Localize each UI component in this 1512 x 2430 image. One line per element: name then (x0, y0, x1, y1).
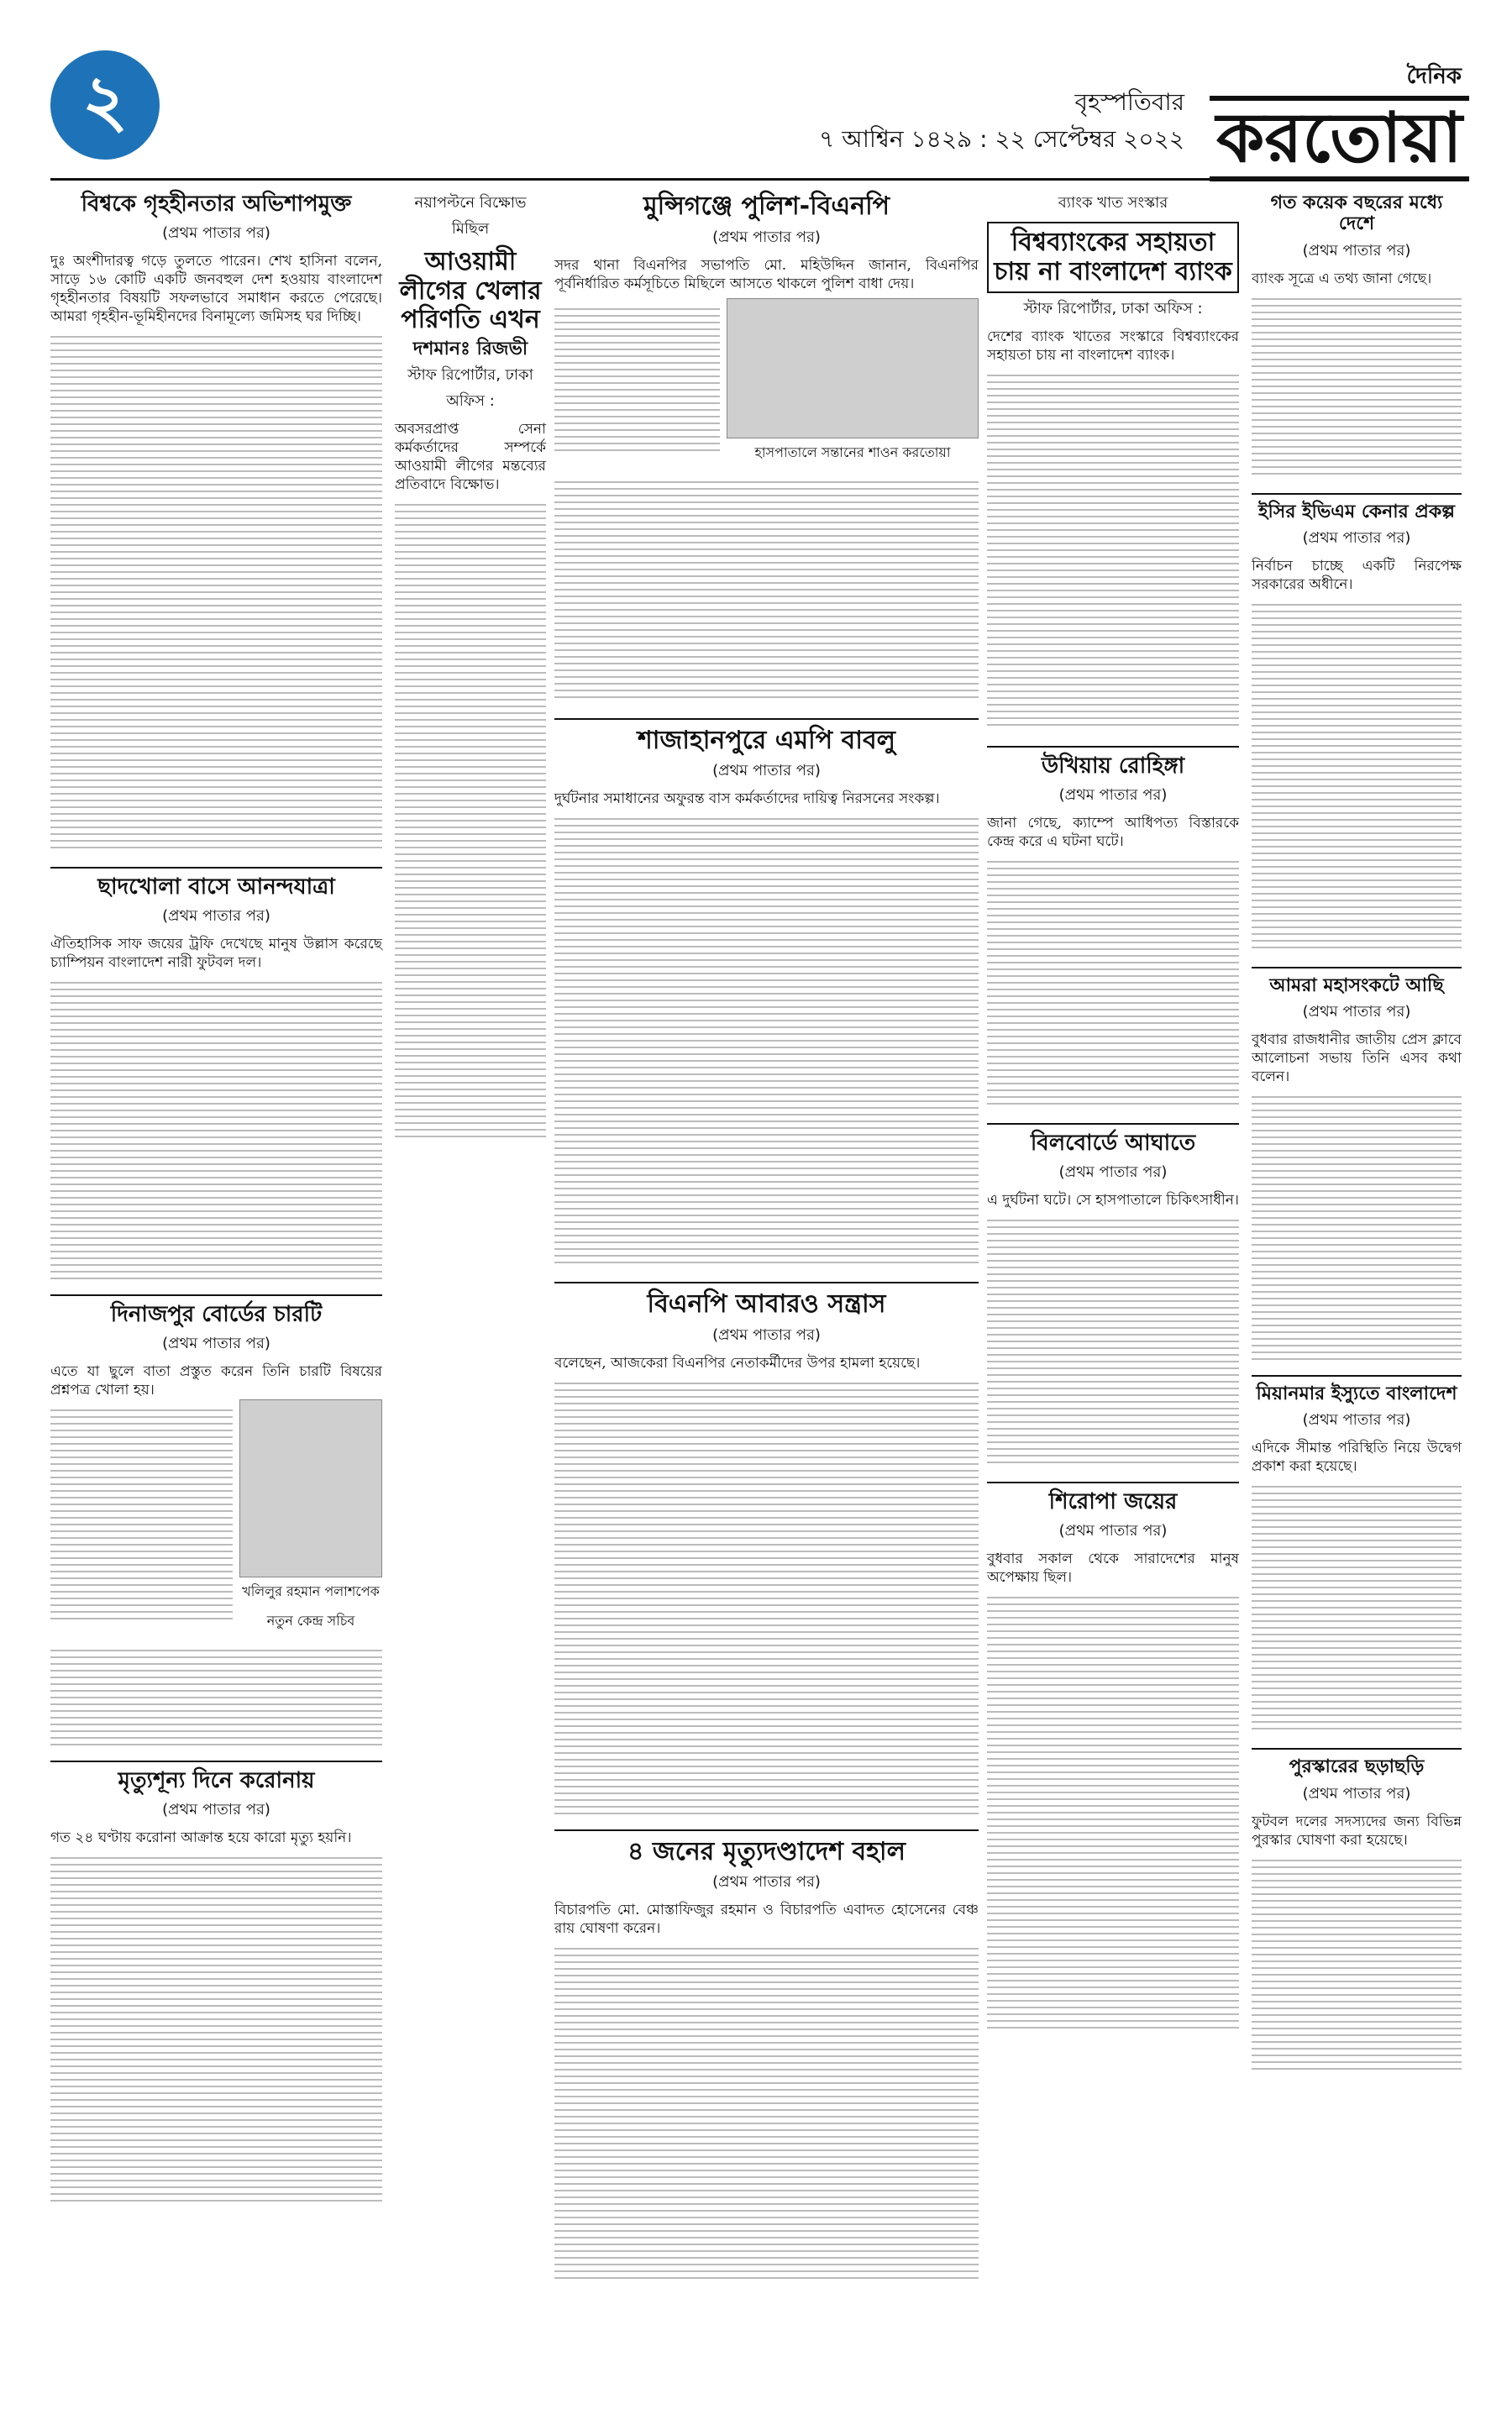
story-c3-c (554, 1290, 979, 1814)
divider (554, 1282, 979, 1283)
headline: ইসির ইভিএম কেনার প্রকল্প (1258, 501, 1455, 522)
story-c1-a (50, 192, 382, 852)
headline: বিলবোর্ডে আঘাতে (1030, 1130, 1196, 1156)
body-text: দুঃ অংশীদারত্ব গড়ে তুলতে পারেন। শেখ হাসিনা বলেন, সাড়ে ১৬ কোটি একটি জনবহুল দেশ হওয়ায় বাংলাদেশ গৃহহীনতার বিষয়টি সফলভাবে সমাধান করতে পেরেছে। আমরা গৃহহীন-ভূমিহীনদের বিনামূল্যে জমিসহ ঘর দিচ্ছি। (50, 252, 382, 325)
divider (987, 1482, 1239, 1483)
body-continuation (1252, 293, 1462, 478)
story-c5-a (1252, 192, 1462, 478)
body-text: দুর্ঘটনার সমাধানের অফুরন্ত বাস কর্মকর্তাদের দায়িত্ব নিরসনের সংকল্প। (554, 790, 940, 807)
body-continuation (50, 1404, 233, 1623)
headline: দিনাজপুর বোর্ডের চারটি (110, 1301, 323, 1327)
divider (1252, 1748, 1462, 1750)
body-text: সদর থানা বিএনপির সভাপতি মো. মহিউদ্দিন জানান, বিএনপির পূর্বনির্ধারিত কর্মসূচিতে মিছিলে আসতে থাকলে পুলিশ বাধা দেয়। (554, 256, 979, 292)
body-text: বুধবার রাজধানীর জাতীয় প্রেস ক্লাবে আলোচনা সভায় তিনি এসব কথা বলেন। (1252, 1031, 1462, 1086)
headline: ছাদখোলা বাসে আনন্দযাত্রা (97, 874, 335, 900)
body-continuation (50, 1645, 382, 1745)
news-photo (727, 298, 979, 471)
sub-headline: দশমানঃ রিজভী (412, 338, 528, 360)
body-text: বলেছেন, আজকেরা বিএনপির নেতাকর্মীদের উপর হামলা হয়েছে। (554, 1354, 921, 1372)
divider (50, 867, 382, 869)
photo-caption: হাসপাতালে সন্তানের শাওন করতোয়া (754, 443, 951, 460)
kicker: (প্রথম পাতার পর) (1058, 1521, 1168, 1540)
headline: উখিয়ায় রোহিঙ্গা (1041, 753, 1185, 779)
photo-block (50, 1399, 382, 1640)
headline: শিরোপা জয়ের (1048, 1488, 1178, 1514)
kicker: (প্রথম পাতার পর) (712, 1873, 821, 1891)
body-continuation (554, 476, 979, 703)
story-c5-c (1252, 975, 1462, 1360)
kicker: (প্রথম পাতার পর) (1302, 1784, 1411, 1803)
headline: আমরা মহাসংকটে আছি (1269, 974, 1444, 996)
kicker: (প্রথম পাতার পর) (1302, 1003, 1411, 1021)
body-continuation (395, 499, 546, 1137)
kicker: (প্রথম পাতার পর) (712, 1325, 821, 1344)
portrait-caption-name: খলিলুর রহমান পলাশপেক (242, 1582, 380, 1599)
story-c1-b (50, 875, 382, 1279)
story-c5-e (1252, 1756, 1462, 2072)
body-text: অবসরপ্রাপ্ত সেনা কর্মকর্তাদের সম্পর্কে আওয়ামী লীগের মন্তব্যের প্রতিবাদে বিক্ষোভ। (395, 420, 546, 493)
body-continuation (50, 977, 382, 1279)
body-text: নির্বাচন চাচ্ছে একটি নিরপেক্ষ সরকারের অধীনে। (1252, 557, 1462, 593)
kicker: (প্রথম পাতার পর) (712, 762, 821, 779)
body-continuation (987, 1592, 1239, 2028)
headline: আওয়ামী লীগের খেলার পরিণতি এখন (399, 247, 542, 334)
body-continuation (50, 1852, 382, 2205)
headline: পুরস্কারের ছড়াছড়ি (1289, 1756, 1425, 1778)
story-c4-b (987, 754, 1239, 1108)
kicker: (প্রথম পাতার পর) (712, 228, 821, 246)
kicker: (প্রথম পাতার পর) (162, 223, 270, 242)
headline: গত কয়েক বছরের মধ্যে দেশে (1270, 192, 1443, 235)
kicker: (প্রথম পাতার পর) (162, 1334, 270, 1352)
story-c4-c (987, 1131, 1239, 1467)
divider (1252, 493, 1462, 495)
kicker: (প্রথম পাতার পর) (1058, 785, 1168, 804)
column-3 (554, 189, 979, 2294)
portrait-caption-role: নতুন কেন্দ্র সচিব (266, 1612, 355, 1629)
story-c3-d (554, 1838, 979, 2280)
newspaper-brand (1210, 59, 1462, 181)
body-text: এদিকে সীমান্ত পরিস্থিতি নিয়ে উদ্বেগ প্রকাশ করা হয়েছে। (1252, 1440, 1462, 1476)
headline: শাজাহানপুরে এমপি বাবলু (637, 725, 896, 755)
divider (1252, 1375, 1462, 1377)
kicker: নয়াপল্টনে বিক্ষোভ মিছিল (414, 194, 527, 238)
page-number-badge: ২ (50, 50, 160, 160)
kicker: (প্রথম পাতার পর) (1302, 528, 1411, 547)
body-continuation (987, 370, 1239, 731)
body-continuation (554, 1943, 979, 2279)
column-4 (987, 189, 1239, 2044)
body-continuation (1252, 599, 1462, 952)
brand-logo: করতোয়া (1210, 96, 1469, 181)
portrait (239, 1399, 382, 1640)
kicker: ব্যাংক খাত সংস্কার (1058, 194, 1168, 212)
story-c3-a (554, 192, 979, 703)
story-c4-a (987, 191, 1239, 731)
date: ৭ আশ্বিন ১৪২৯ : ২২ সেপ্টেম্বর ২০২২ (819, 125, 1184, 153)
masthead (50, 50, 1462, 176)
column-1 (50, 189, 382, 2220)
body-continuation (1252, 1091, 1462, 1360)
story-c1-c (50, 1303, 382, 1745)
kicker: (প্রথম পাতার পর) (1302, 241, 1411, 260)
body-continuation (554, 1378, 979, 1814)
date-line (819, 84, 1184, 158)
body-continuation (1252, 1855, 1462, 2073)
headline: মৃত্যুশূন্য দিনে করোনায় (118, 1767, 315, 1793)
story-c5-b (1252, 501, 1462, 952)
divider (987, 1123, 1239, 1125)
news-photo-image (727, 298, 979, 438)
body-continuation (554, 813, 979, 1267)
weekday: বৃহস্পতিবার (1074, 88, 1184, 116)
body-text: জানা গেছে, ক্যাম্পে আধিপত্য বিস্তারকে কেন্দ্র করে এ ঘটনা ঘটে। (987, 814, 1239, 850)
story-c2-a (395, 191, 546, 1137)
story-c4-d (987, 1490, 1239, 2028)
kicker: (প্রথম পাতার পর) (1302, 1411, 1411, 1430)
story-c1-d (50, 1769, 382, 2205)
headline: মুন্সিগঞ্জে পুলিশ-বিএনপি (643, 192, 890, 221)
body-text: বুধবার সকাল থেকে সারাদেশের মানুষ অপেক্ষায় ছিল। (987, 1550, 1239, 1586)
headline: মিয়ানমার ইস্যুতে বাংলাদেশ (1256, 1383, 1457, 1405)
column-5 (1252, 189, 1462, 2088)
headline: বিশ্বব্যাংকের সহায়তা চায় না বাংলাদেশ ব্যাংক (987, 222, 1239, 293)
divider (50, 1761, 382, 1762)
divider (50, 1294, 382, 1296)
byline: স্টাফ রিপোর্টার, ঢাকা অফিস : (407, 365, 533, 410)
kicker: (প্রথম পাতার পর) (162, 906, 270, 925)
brand-small: দৈনিক (1406, 64, 1462, 89)
body-text: ফুটবল দলের সদস্যদের জন্য বিভিন্ন পুরস্কার ঘোষণা করা হয়েছে। (1252, 1813, 1462, 1849)
body-continuation (987, 856, 1239, 1108)
headline: ৪ জনের মৃত্যুদণ্ডাদেশ বহাল (627, 1836, 906, 1866)
body-text: ব্যাংক সূত্রে এ তথ্য জানা গেছে। (1252, 270, 1432, 287)
body-text: এ দুর্ঘটনা ঘটে। সে হাসপাতালে চিকিৎসাধীন। (987, 1191, 1239, 1209)
portrait-photo (239, 1399, 382, 1577)
kicker: (প্রথম পাতার পর) (162, 1800, 270, 1819)
masthead-rule (50, 178, 1462, 181)
column-2 (395, 189, 546, 1152)
story-c5-d (1252, 1383, 1462, 1733)
story-c3-b (554, 727, 979, 1267)
body-text: গত ২৪ ঘণ্টায় করোনা আক্রান্ত হয়ে কারো মৃত্যু হয়নি। (50, 1829, 352, 1846)
divider (554, 718, 979, 720)
body-continuation (1252, 1481, 1462, 1733)
divider (554, 1829, 979, 1831)
body-text: এতে যা ছুলে বাতা প্রস্তুত করেন তিনি চারটি বিষয়ের প্রশ্নপত্র খোলা হয়। (50, 1362, 382, 1399)
body-text: বিচারপতি মো. মোস্তাফিজুর রহমান ও বিচারপতি এবাদত হোসেনের বেঞ্চ রায় ঘোষণা করেন। (554, 1902, 979, 1937)
byline: স্টাফ রিপোর্টার, ঢাকা অফিস : (1023, 300, 1203, 318)
headline: বিশ্বকে গৃহহীনতার অভিশাপমুক্ত (81, 192, 352, 217)
photo-row (554, 298, 979, 471)
body-continuation (554, 303, 720, 454)
body-continuation (987, 1215, 1239, 1467)
body-text: ঐতিহাসিক সাফ জয়ের ট্রফি দেখেছে মানুষ উল্লাস করেছে চ্যাম্পিয়ন বাংলাদেশ নারী ফুটবল দল। (50, 935, 382, 971)
headline: বিএনপি আবারও সন্ত্রাস (647, 1289, 886, 1319)
divider (1252, 967, 1462, 968)
divider (987, 746, 1239, 748)
body-text: দেশের ব্যাংক খাতের সংস্কারে বিশ্বব্যাংকের সহায়তা চায় না বাংলাদেশ ব্যাংক। (987, 328, 1239, 364)
body-continuation (50, 331, 382, 852)
kicker: (প্রথম পাতার পর) (1058, 1163, 1168, 1181)
